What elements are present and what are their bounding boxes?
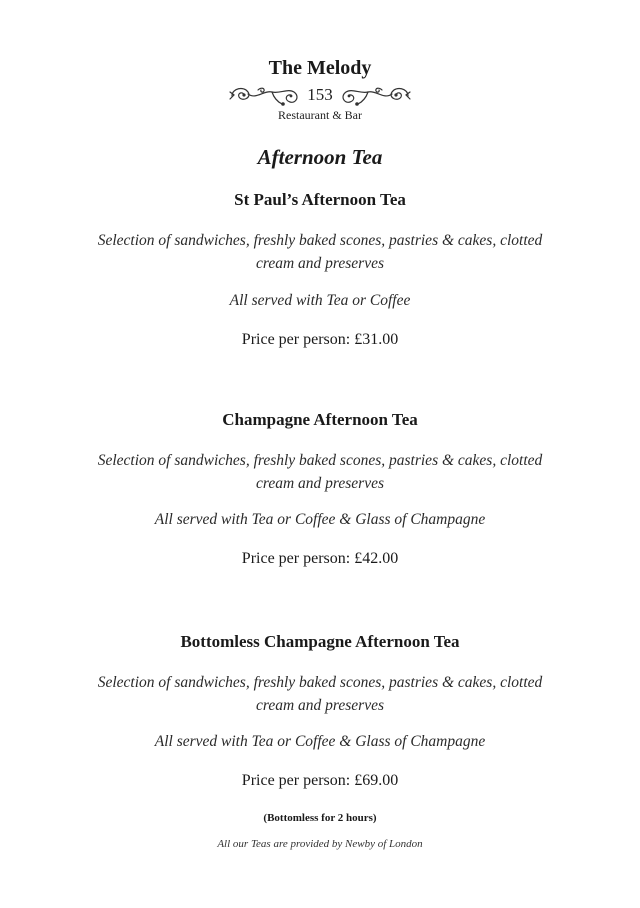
brand-subtitle: Restaurant & Bar (278, 108, 362, 122)
section-description-line: Selection of sandwiches, freshly baked scones, pastries & cakes, clotted (97, 674, 543, 691)
page-title: Afternoon Tea (257, 145, 383, 169)
section-description-line: Selection of sandwiches, freshly baked scones, pastries & cakes, clotted (97, 232, 543, 249)
logo-ornament (228, 82, 412, 110)
section-title-st-pauls: St Paul’s Afternoon Tea (234, 190, 406, 209)
section-price: Price per person: £31.00 (241, 331, 399, 348)
brand-name: The Melody (268, 57, 372, 79)
section-title-bottomless: Bottomless Champagne Afternoon Tea (180, 632, 460, 651)
section-description-line: cream and preserves (256, 255, 384, 272)
section-price: Price per person: £69.00 (241, 772, 399, 789)
flourish-right-icon (336, 82, 412, 110)
logo-number: 153 (307, 85, 333, 104)
section-served-with: All served with Tea or Coffee & Glass of Champagne (154, 733, 486, 750)
bottomless-note: (Bottomless for 2 hours) (263, 812, 377, 824)
section-served-with: All served with Tea or Coffee (229, 292, 411, 309)
section-description-line: Selection of sandwiches, freshly baked scones, pastries & cakes, clotted (97, 452, 543, 469)
section-price: Price per person: £42.00 (241, 550, 399, 567)
flourish-left-icon (228, 82, 304, 110)
section-description-line: cream and preserves (256, 697, 384, 714)
section-title-champagne: Champagne Afternoon Tea (222, 410, 418, 429)
footer-note: All our Teas are provided by Newby of London (217, 838, 423, 850)
section-description-line: cream and preserves (256, 475, 384, 492)
section-served-with: All served with Tea or Coffee & Glass of Champagne (154, 511, 486, 528)
